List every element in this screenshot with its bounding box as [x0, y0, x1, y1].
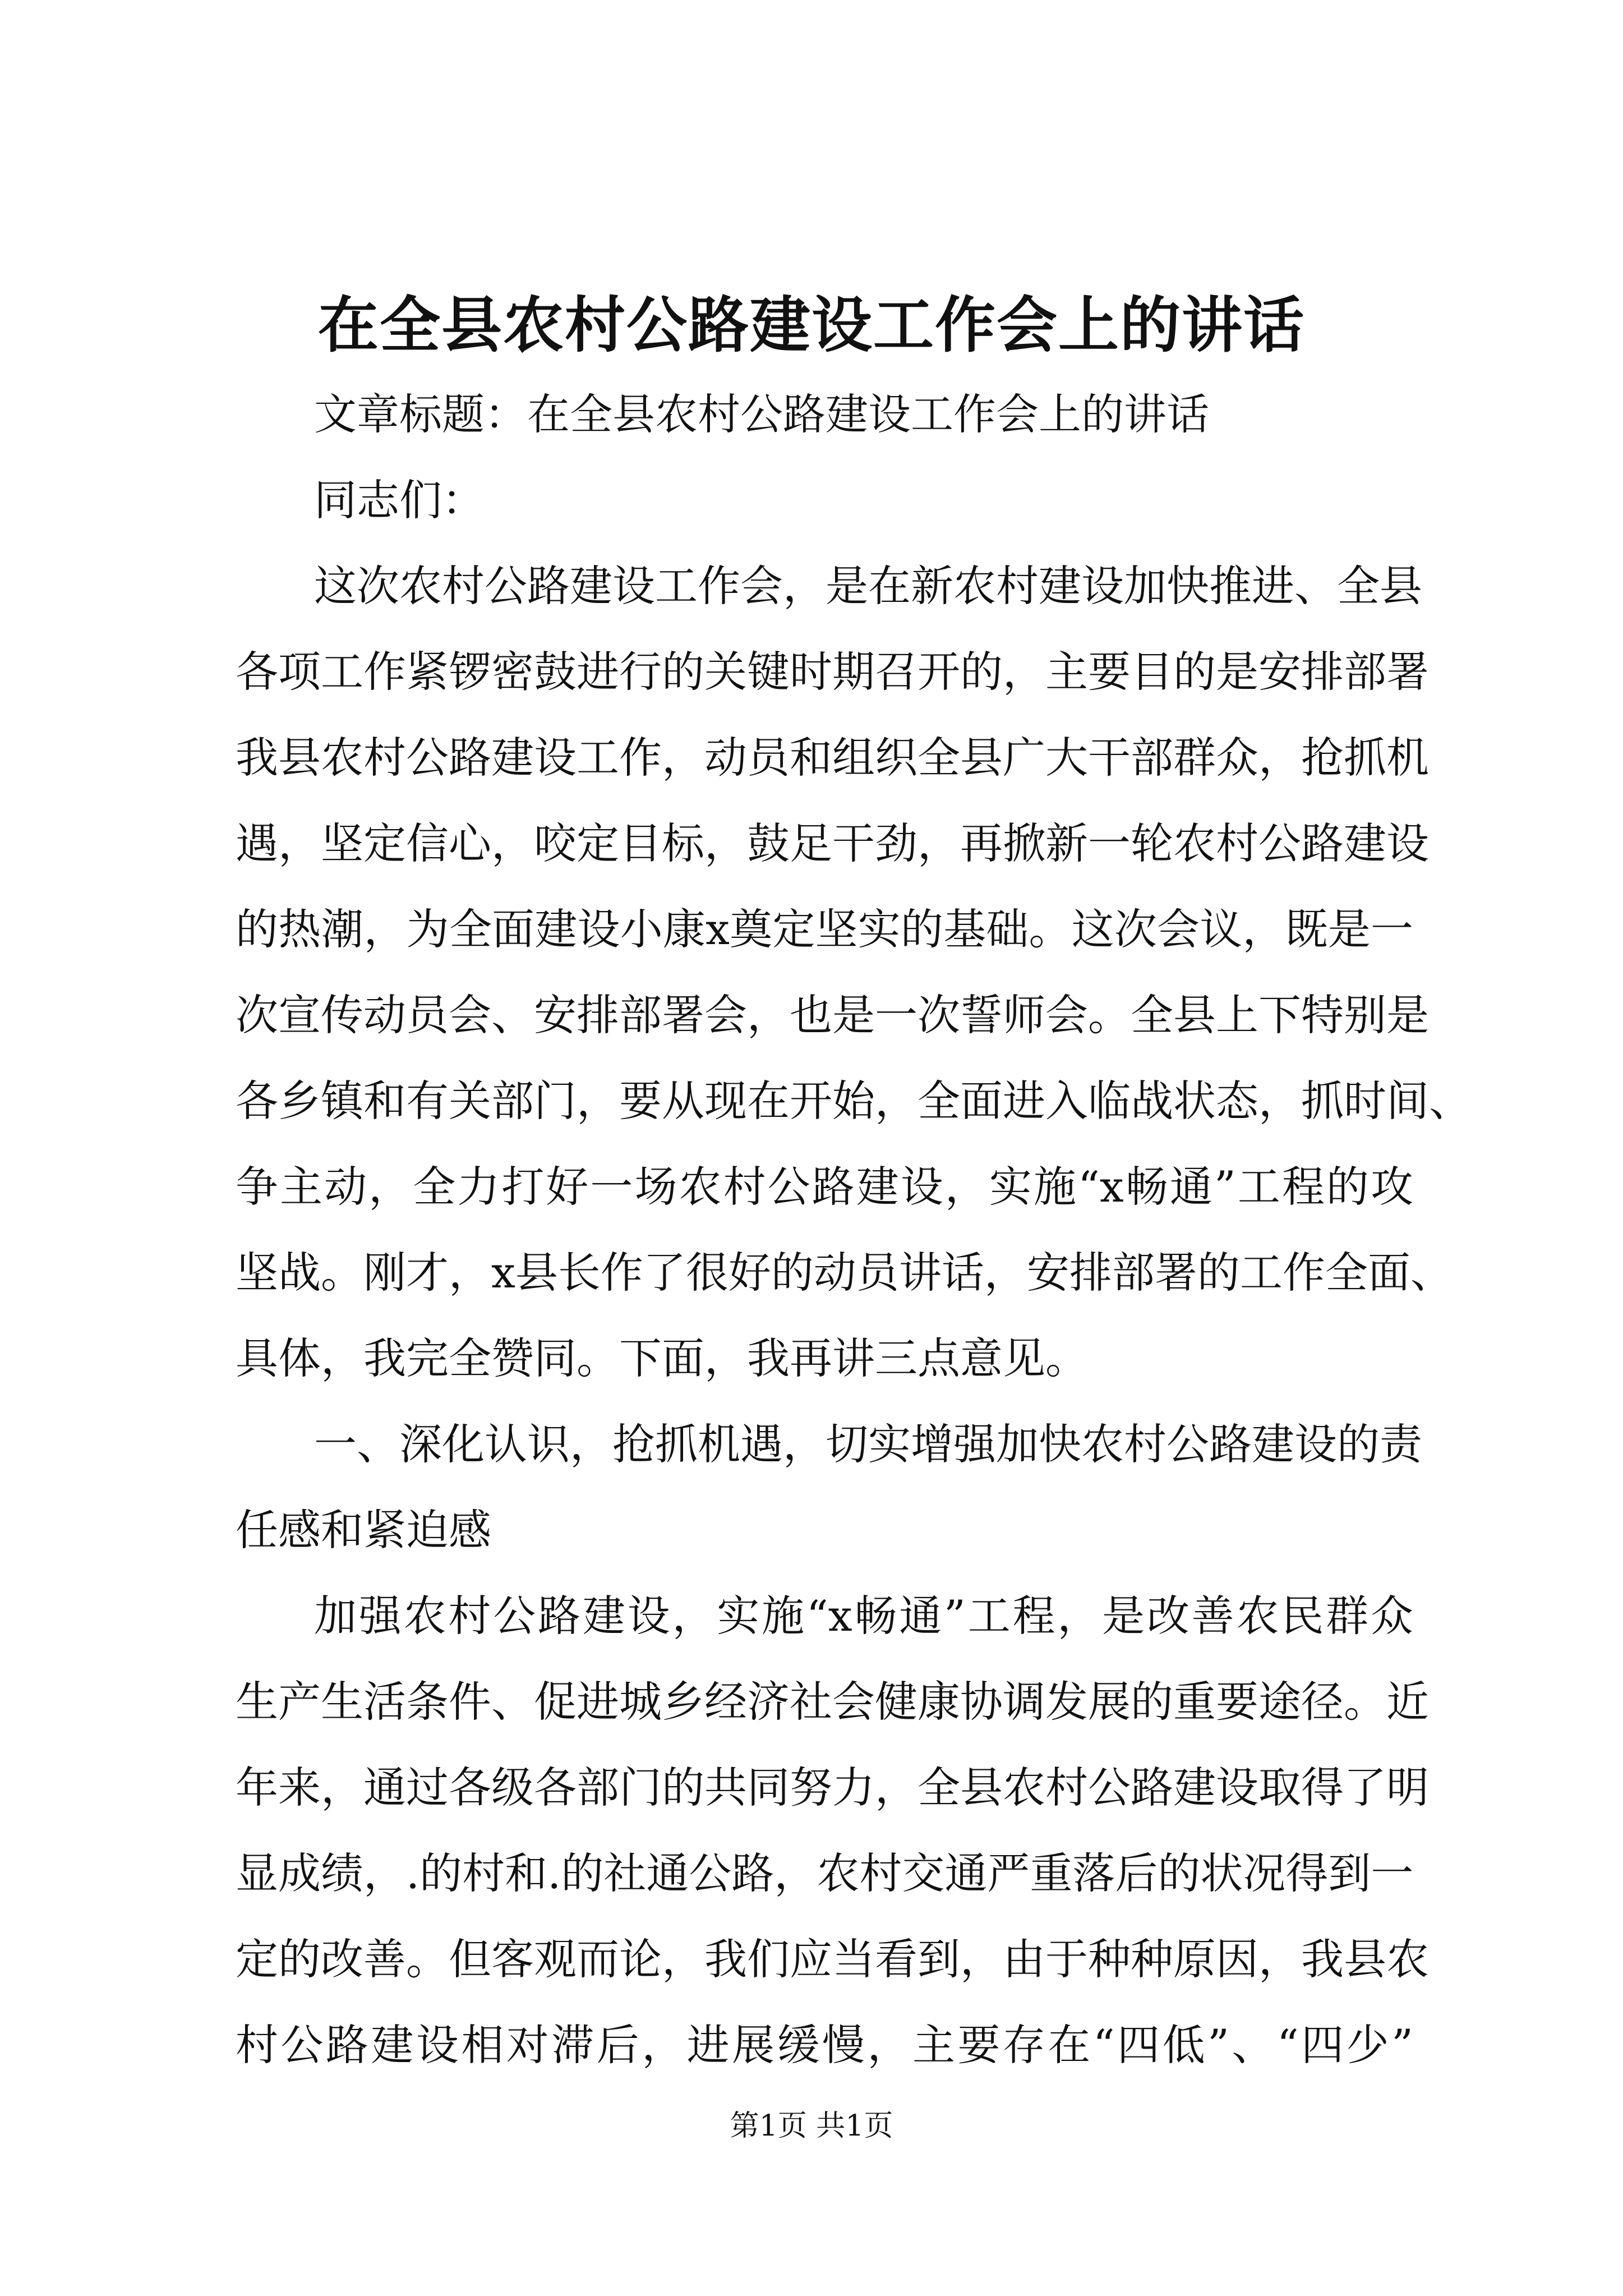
paragraph-line: 年来，通过各级各部门的共同努力，全县农村公路建设取得了明 — [236, 1763, 1429, 1812]
paragraph-line: 坚战。刚才，x县长作了很好的动员讲话，安排部署的工作全面、 — [236, 1248, 1453, 1297]
salutation-line: 同志们： — [314, 475, 485, 525]
paragraph-line: 各项工作紧锣密鼓进行的关键时期召开的，主要目的是安排部署 — [236, 647, 1429, 697]
paragraph-line: 争主动，全力打好一场农村公路建设，实施“x畅通”工程的攻 — [236, 1162, 1413, 1212]
paragraph-line: 加强农村公路建设，实施“x畅通”工程，是改善农民群众 — [314, 1591, 1413, 1641]
paragraph-line: 生产生活条件、促进城乡经济社会健康协调发展的重要途径。近 — [236, 1677, 1429, 1727]
document-body — [236, 371, 1472, 2088]
paragraph-line: 我县农村公路建设工作，动员和组织全县广大干部群众，抢抓机 — [236, 733, 1429, 783]
paragraph-line: 这次农村公路建设工作会，是在新农村建设加快推进、全县 — [314, 561, 1422, 611]
paragraph-line: 的热潮，为全面建设小康x奠定坚实的基础。这次会议，既是一 — [236, 904, 1413, 954]
paragraph-line: 遇，坚定信心，咬定目标，鼓足干劲，再掀新一轮农村公路建设 — [236, 818, 1429, 868]
paragraph-line: 各乡镇和有关部门，要从现在开始，全面进入临战状态，抓时间、 — [236, 1076, 1472, 1126]
document-title: 在全县农村公路建设工作会上的讲话 — [317, 290, 1305, 361]
section-heading-line: 任感和紧迫感 — [236, 1505, 491, 1555]
paragraph-line: 次宣传动员会、安排部署会，也是一次誓师会。全县上下特别是 — [236, 990, 1429, 1040]
article-title-line: 文章标题：在全县农村公路建设工作会上的讲话 — [314, 389, 1209, 439]
paragraph-line: 村公路建设相对滞后，进展缓慢，主要存在“四低”、“四少” — [236, 2020, 1413, 2070]
paragraph-line: 定的改善。但客观而论，我们应当看到，由于种种原因，我县农 — [236, 1934, 1429, 1984]
paragraph-line: 显成绩，.的村和.的社通公路，农村交通严重落后的状况得到一 — [236, 1848, 1414, 1898]
page-footer: 第1页 共1页 — [730, 2109, 893, 2143]
paragraph-line: 具体，我完全赞同。下面，我再讲三点意见。 — [236, 1333, 1088, 1383]
section-heading-line: 一、深化认识，抢抓机遇，切实增强加快农村公路建设的责 — [314, 1419, 1422, 1469]
